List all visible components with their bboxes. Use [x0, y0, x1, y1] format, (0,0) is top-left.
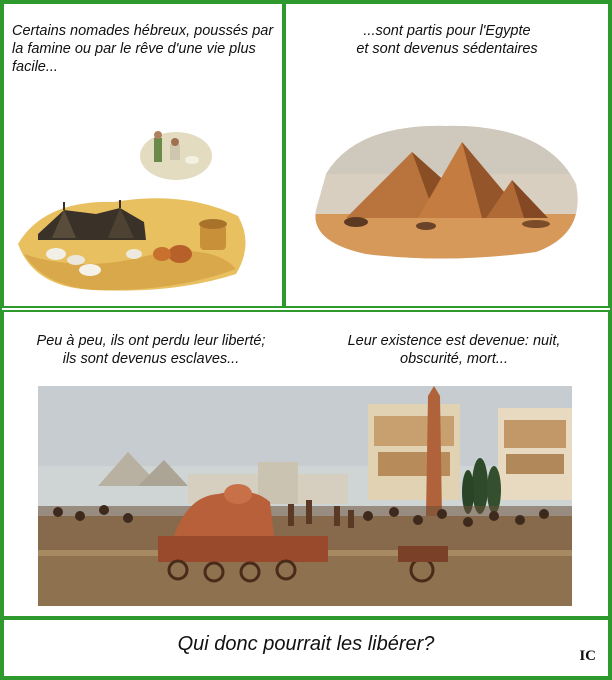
caption-egypt-line2: et sont devenus sédentaires [356, 41, 538, 57]
nomad-tents-illustration [4, 104, 284, 304]
closing-question: Qui donc pourrait les libérer? [177, 633, 435, 655]
caption-existence-line1: Leur existence est devenue: nuit, [347, 333, 561, 349]
panel-pyramids [284, 2, 610, 308]
signature: IC [579, 648, 596, 664]
caption-liberty-line2: ils sont devenus esclaves... [62, 351, 240, 367]
panel-slavery [2, 310, 610, 618]
caption-existence-line2: obscurité, mort... [400, 351, 508, 367]
egyptian-slavery-painting [38, 386, 572, 606]
pyramids-illustration [286, 114, 608, 274]
caption-nomads: Certains nomades hébreux, poussés par la famine ou par le rêve d'une vie plus facile... [12, 23, 274, 75]
caption-liberty-line1: Peu à peu, ils ont perdu leur liberté; [36, 333, 266, 349]
caption-egypt-line1: ...sont partis pour l'Egypte [363, 23, 531, 39]
panel-nomads [2, 2, 284, 308]
